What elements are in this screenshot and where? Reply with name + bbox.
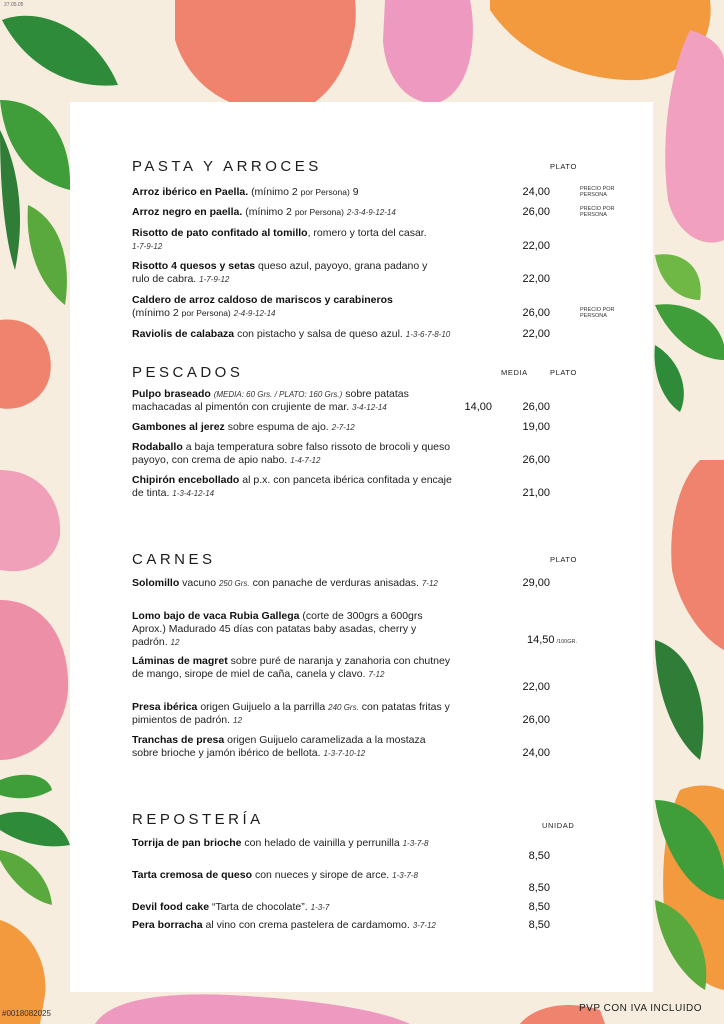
leaf-top-left — [2, 16, 118, 86]
blob-coral-right — [671, 460, 724, 650]
menu-item: Tarta cremosa de queso con nueces y sirope de arce. 1-3-7-8 8,50 — [132, 869, 550, 894]
section-title: PESCADOS — [132, 364, 244, 381]
menu-card — [70, 102, 653, 992]
section-title: PASTA Y ARROCES — [132, 158, 322, 175]
section-title: CARNES — [132, 551, 216, 568]
menu-item: Láminas de magret sobre puré de naranja y zanahoria con chutney de mango, sirope de miel de caña, canela y clavo. 7-12 22,00 — [132, 655, 550, 693]
item-price: 24,00 — [522, 747, 550, 759]
menu-item: Chipirón encebollado al p.x. con panceta ibérica confitada y encaje de tinta. 1-3-4-12-14 21,00 — [132, 474, 550, 499]
section-title: REPOSTERÍA — [132, 811, 264, 828]
item-price: 22,00 — [522, 273, 550, 285]
blob-coral — [175, 0, 356, 112]
tax-note: PVP CON IVA INCLUIDO — [579, 1003, 702, 1014]
blob-coral-left — [0, 319, 51, 408]
item-price: 8,50 — [528, 882, 550, 894]
leaf-left-2 — [28, 205, 67, 305]
item-price: 14,50 /100GR. — [527, 634, 578, 646]
menu-item: Pulpo braseado (MEDIA: 60 Grs. / PLATO: 160 Grs.) sobre patatas machacadas al pimentón con crujiente de mar. 3-4-12-14 14,00 26,00 — [132, 388, 550, 413]
menu-item: Pera borracha al vino con crema pastelera de cardamomo. 3-7-12 8,50 — [132, 919, 550, 931]
menu-item: Torrija de pan brioche con helado de vainilla y perrunilla 1-3-7-8 8,50 — [132, 837, 550, 862]
menu-item: Caldero de arroz caldoso de mariscos y carabineros (mínimo 2 por Persona) 2-4-9-12-14 26,00 PRECIO POR PERSONA — [132, 294, 612, 320]
menu-item: Risotto 4 quesos y setas queso azul, payoyo, grana padano y rulo de cabra. 1-7-9-12 22,00 — [132, 260, 550, 285]
item-price: 22,00 — [522, 681, 550, 693]
col-plato: PLATO — [550, 555, 577, 564]
leaf-right-1 — [655, 254, 701, 300]
col-plato: PLATO — [550, 162, 577, 171]
header-id: 27.05.05 — [4, 2, 24, 8]
item-note: PRECIO POR PERSONA — [580, 307, 615, 319]
leaf-right-3 — [654, 345, 683, 412]
col-unidad: UNIDAD — [542, 821, 575, 830]
leaf-right-2 — [655, 304, 724, 360]
menu-item: Tranchas de presa origen Guijuelo caramelizada a la mostaza sobre brioche y jamón ibérico de bellota. 1-3-7-10-12 24,00 — [132, 734, 550, 759]
item-price: 8,50 — [528, 919, 550, 931]
item-price: 29,00 — [522, 577, 550, 589]
item-price: 21,00 — [522, 487, 550, 499]
item-price: 26,00 — [522, 454, 550, 466]
leaf-right-4 — [655, 640, 703, 760]
item-note: PRECIO POR PERSONA — [580, 206, 615, 218]
item-price: 8,50 — [528, 901, 550, 913]
item-price: 26,00 — [522, 307, 550, 319]
menu-item: Arroz ibérico en Paella. (mínimo 2 por Persona) 9 24,00 PRECIO POR PERSONA — [132, 186, 612, 199]
item-price: 26,00 — [522, 714, 550, 726]
item-price: 19,00 — [522, 421, 550, 433]
item-note: PRECIO POR PERSONA — [580, 186, 615, 198]
menu-item: Presa ibérica origen Guijuelo a la parrilla 240 Grs. con patatas fritas y pimientos de padrón. 12 26,00 — [132, 701, 550, 726]
menu-item: Solomillo vacuno 250 Grs. con panache de verduras anisadas. 7-12 29,00 — [132, 577, 550, 589]
menu-item: Lomo bajo de vaca Rubia Gallega (corte de 300grs a 600grs Aprox.) Madurado 45 días con patatas baby asadas, cherry y padrón. 12 14,50 /100GR. — [132, 610, 578, 648]
menu-item: Devil food cake “Tarta de chocolate”. 1-3-7 8,50 — [132, 901, 550, 913]
item-price: 26,00 — [522, 401, 550, 413]
menu-item: Rodaballo a baja temperatura sobre falso rissoto de brocoli y queso payoyo, con crema de apio nabo. 1-4-7-12 26,00 — [132, 441, 550, 466]
leaf-left-5 — [0, 812, 70, 846]
item-price: 8,50 — [528, 850, 550, 862]
menu-item: Gambones al jerez sobre espuma de ajo. 2-7-12 19,00 — [132, 421, 550, 433]
menu-item: Risotto de pato confitado al tomillo, romero y torta del casar. 1-7-9-12 22,00 — [132, 227, 550, 252]
item-price: 22,00 — [522, 240, 550, 252]
item-price: 26,00 — [522, 206, 550, 218]
blob-pink-left — [0, 470, 60, 571]
menu-item: Raviolis de calabaza con pistacho y salsa de queso azul. 1-3-6-7-8-10 22,00 — [132, 328, 550, 340]
blob-pink-bottom — [95, 994, 410, 1024]
blob-pink-left-2 — [0, 600, 68, 760]
leaf-left-4 — [0, 775, 52, 798]
col-plato: PLATO — [550, 368, 577, 377]
leaf-left-6 — [0, 850, 52, 905]
item-price: 24,00 — [522, 186, 550, 198]
item-price: 22,00 — [522, 328, 550, 340]
item-price-media: 14,00 — [464, 401, 492, 413]
col-media: MEDIA — [501, 368, 528, 377]
blob-pink — [383, 0, 473, 103]
menu-item: Arroz negro en paella. (mínimo 2 por Persona) 2-3-4-9-12-14 26,00 PRECIO POR PERSONA — [132, 206, 612, 219]
document-code: #0018082025 — [2, 1009, 51, 1018]
